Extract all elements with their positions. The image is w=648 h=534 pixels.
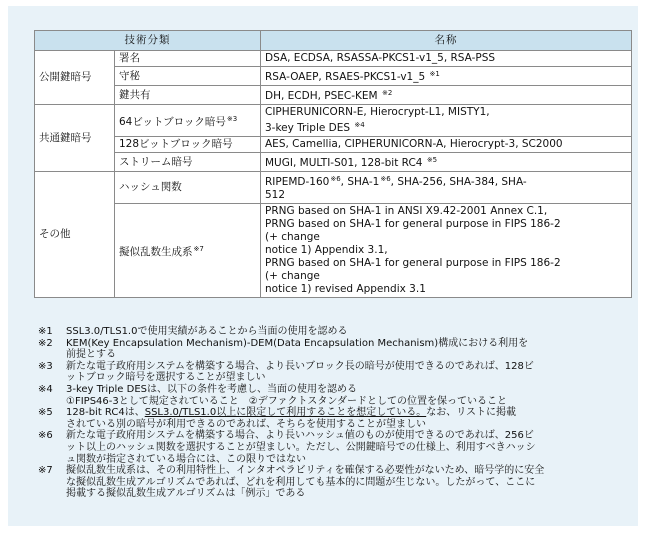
subcategory-cell: 64ビットブロック暗号$^{※3}$ — [115, 105, 261, 137]
figure-panel — [8, 6, 638, 526]
subcategory-cell: 擬似乱数生成系$^{※7}$ — [115, 204, 261, 298]
footnote-ref: ※5 — [426, 156, 438, 164]
table-row — [35, 51, 632, 67]
footnote-2: ※2 KEM(Key Encapsulation Mechanism)-DEM(Data Encapsulation Mechanism)構成における利用を 前提とする — [38, 337, 529, 361]
subcategory-cell: 守秘 — [115, 67, 261, 86]
table-row — [35, 86, 632, 105]
footnote-4: ※4 3-key Triple DESは、以下の条件を考慮し、当面の使用を認める ①FIPS46-3として規定されていること ②デファクトスタンダードとしての位置を保っていること — [38, 383, 508, 407]
footnote-ref: ※1 — [429, 70, 440, 78]
subcategory-cell: 128ビットブロック暗号 — [115, 137, 261, 153]
table-row — [35, 172, 632, 204]
subcategory-cell: ストリーム暗号 — [115, 153, 261, 172]
footnote-6: ※6 新たな電子政府用システムを構築する場合、より長いハッシュ値のものが使用できるのであれば、256ビ ット以上のハッシュ関数を選択することが望ましい。ただし、公開鍵暗号での仕様上、利用すべきハッシ ュ関数が指定されている場合には、この限りではない — [38, 430, 536, 465]
category-public-key: 公開鍵暗号 — [35, 51, 115, 105]
footnote-ref: ※4 — [354, 121, 365, 129]
table-row — [35, 204, 632, 298]
name-cell: RIPEMD-160$^{※6}$, SHA-1$^{※6}$, SHA-256, SHA-384, SHA- 512 — [261, 172, 632, 204]
name-cell: CIPHERUNICORN-E, Hierocrypt-L1, MISTY1, 3-key Triple DES $^{※4}$ — [261, 105, 632, 137]
name-cell: RSA-OAEP, RSAES-PKCS1-v1_5 $^{※1}$ — [261, 67, 632, 86]
header-category: 技術分類 — [35, 31, 261, 51]
table-header-row — [35, 31, 632, 51]
subcategory-cell: ハッシュ関数 — [115, 172, 261, 204]
footnote-1: ※1 SSL3.0/TLS1.0で使用実績があることから当面の使用を認める — [38, 326, 348, 337]
table-row — [35, 67, 632, 86]
name-cell: PRNG based on SHA-1 in ANSI X9.42-2001 Annex C.1, PRNG based on SHA-1 for general purpose in FIPS 186-2 (+ change notice 1) Appendix 3.1, PRNG based on SHA-1 for general purpose in FIPS 186-2 (+ change notice 1) revised Appendix 3.1 — [261, 204, 632, 298]
footnote-ref: ※2 — [381, 89, 393, 97]
footnote-3: ※3 新たな電子政府用システムを構築する場合、より長いブロック長の暗号が使用できるのであれば、128ビ ットブロック暗号を選択することが望ましい — [38, 360, 534, 384]
footnote-5: ※5 128-bit RC4は、SSL3.0/TLS1.0以上に限定して利用することを想定している。なお、リストに掲載 されている別の暗号が利用できるのであれば、そちらを使用することが望ましい — [38, 407, 517, 430]
footnote-ref: ※7 — [193, 244, 204, 253]
name-cell: MUGI, MULTI-S01, 128-bit RC4 $^{※5}$ — [261, 153, 632, 172]
subcategory-cell: 署名 — [115, 51, 261, 67]
crypto-list-table — [34, 30, 632, 298]
subcategory-cell: 鍵共有 — [115, 86, 261, 105]
name-cell: AES, Camellia, CIPHERUNICORN-A, Hierocrypt-3, SC2000 — [261, 137, 632, 153]
table-row — [35, 153, 632, 172]
table-row — [35, 105, 632, 137]
name-cell: DH, ECDH, PSEC-KEM $^{※2}$ — [261, 86, 632, 105]
footnote-7: ※7 擬似乱数生成系は、その利用特性上、インタオペラビリティを確保する必要性がないため、暗号学的に安全 な擬似乱数生成アルゴリズムであれば、どれを利用しても基本的に問題が生じない。したがって、ここに 掲載する擬似乱数生成アルゴリズムは「例示」である — [38, 465, 545, 500]
footnote-ref: ※3 — [226, 114, 238, 123]
table-row — [35, 137, 632, 153]
footnotes — [38, 326, 638, 500]
header-name: 名称 — [261, 31, 632, 51]
category-symmetric-key: 共通鍵暗号 — [35, 105, 115, 172]
name-cell: DSA, ECDSA, RSASSA-PKCS1-v1_5, RSA-PSS — [261, 51, 632, 67]
category-other: その他 — [35, 172, 115, 298]
